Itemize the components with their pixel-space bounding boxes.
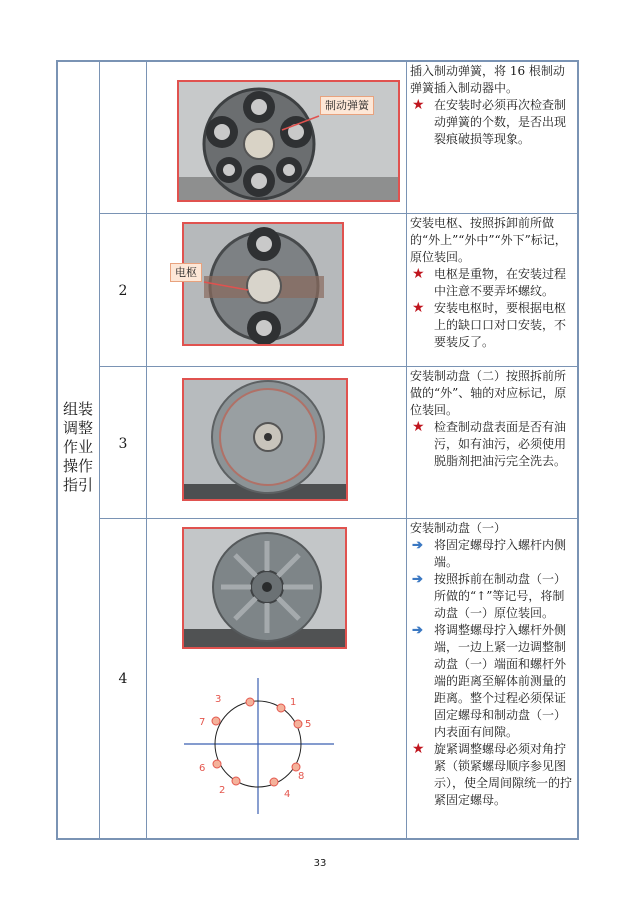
step-number: 2 xyxy=(118,283,128,299)
bullet-note xyxy=(410,97,575,148)
bolt-label: 6 xyxy=(199,763,206,774)
brake-disc-2-illustration xyxy=(184,380,346,499)
bullet-text: 将调整螺母拧入螺杆外侧端，一边上紧一边调整制动盘（一）端面和螺杆外端的距离至解体前测量的距离。整个过程必须保证固定螺母和制动盘（一）内表面有间隙。 xyxy=(434,623,567,739)
star-icon: ★ xyxy=(412,419,425,435)
arrow-right-icon: ➔ xyxy=(412,623,423,638)
table-border-right xyxy=(577,60,579,840)
table-border-col3 xyxy=(406,60,407,840)
armature-illustration xyxy=(184,224,342,344)
step-number: 3 xyxy=(118,436,128,452)
bullet-note xyxy=(410,741,575,809)
bolt-label: 1 xyxy=(290,697,297,708)
star-icon: ★ xyxy=(412,300,425,316)
bullet-text: 检查制动盘表面是否有油污，如有油污，必须使用脱脂剂把油污完全洗去。 xyxy=(434,420,567,468)
brake-disc-1-illustration xyxy=(184,529,345,647)
bullet-text: 按照拆前在制动盘（一）所做的“↑”等记号，将制动盘（一）原位装回。 xyxy=(434,572,567,620)
photo-armature xyxy=(182,222,344,346)
step-number: 4 xyxy=(118,671,128,687)
table-border-bottom xyxy=(56,838,579,840)
arrow-right-icon: ➔ xyxy=(412,538,423,553)
section-label-line: 调整 xyxy=(62,419,93,437)
row-1-instructions xyxy=(410,63,575,148)
callout-armature: 电枢 xyxy=(170,263,202,282)
bullet-step xyxy=(410,537,575,571)
bullet-note xyxy=(410,266,575,300)
bullet-text: 旋紧调整螺母必须对角拧紧（锁紧螺母顺序参见图示），使全周间隙统一的拧紧固定螺母。 xyxy=(434,742,573,807)
star-icon: ★ xyxy=(412,266,425,282)
arrow-right-icon: ➔ xyxy=(412,572,423,587)
star-icon: ★ xyxy=(412,741,425,757)
star-icon: ★ xyxy=(412,97,425,113)
bolt-label: 7 xyxy=(199,717,206,728)
table-border-col2 xyxy=(146,60,147,840)
bullet-text: 在安装时必须再次检查制动弹簧的个数，是否出现裂痕破损等现象。 xyxy=(434,98,567,146)
bullet-text: 将固定螺母拧入螺杆内侧端。 xyxy=(434,538,567,569)
bullet-step xyxy=(410,622,575,741)
photo-brake-disc-1 xyxy=(182,527,347,649)
bolt-label: 8 xyxy=(298,771,305,782)
bullet-step xyxy=(410,571,575,622)
row-divider-1 xyxy=(99,213,578,214)
row-divider-3 xyxy=(99,518,578,519)
callout-brake-spring: 制动弹簧 xyxy=(320,96,374,115)
instruction-intro: 安装制动盘（一） xyxy=(410,521,507,535)
page-number: 33 xyxy=(313,858,327,869)
bolt-label: 5 xyxy=(305,719,312,730)
row-divider-2 xyxy=(99,366,578,367)
bolt-label: 4 xyxy=(284,789,291,800)
table-border-top xyxy=(56,60,579,62)
section-label-line: 操作 xyxy=(62,457,93,475)
bullet-note xyxy=(410,419,575,470)
bolt-label: 3 xyxy=(215,694,222,705)
section-label-line: 指引 xyxy=(62,476,93,494)
section-label-line: 组装 xyxy=(62,400,93,418)
instruction-intro: 插入制动弹簧，将 16 根制动弹簧插入制动器中。 xyxy=(410,64,565,95)
instruction-intro: 安装电枢、按照拆卸前所做的“外上”“外中”“外下”标记，原位装回。 xyxy=(410,216,567,264)
bolt-label: 2 xyxy=(219,785,226,796)
row-2-instructions xyxy=(410,215,575,351)
section-label xyxy=(57,400,99,495)
bullet-text: 电枢是重物，在安装过程中注意不要弄坏螺纹。 xyxy=(434,267,567,298)
bullet-text: 安装电枢时，要根据电枢上的缺口口对口安装，不要装反了。 xyxy=(434,301,567,349)
bullet-note xyxy=(410,300,575,351)
row-3-instructions xyxy=(410,368,575,470)
section-label-line: 作业 xyxy=(62,438,93,456)
instruction-intro: 安装制动盘（二）按照拆前所做的“外”、轴的对应标记，原位装回。 xyxy=(410,369,567,417)
bolt-tightening-diagram xyxy=(178,676,348,816)
photo-brake-disc-2 xyxy=(182,378,348,501)
row-4-instructions xyxy=(410,520,575,809)
